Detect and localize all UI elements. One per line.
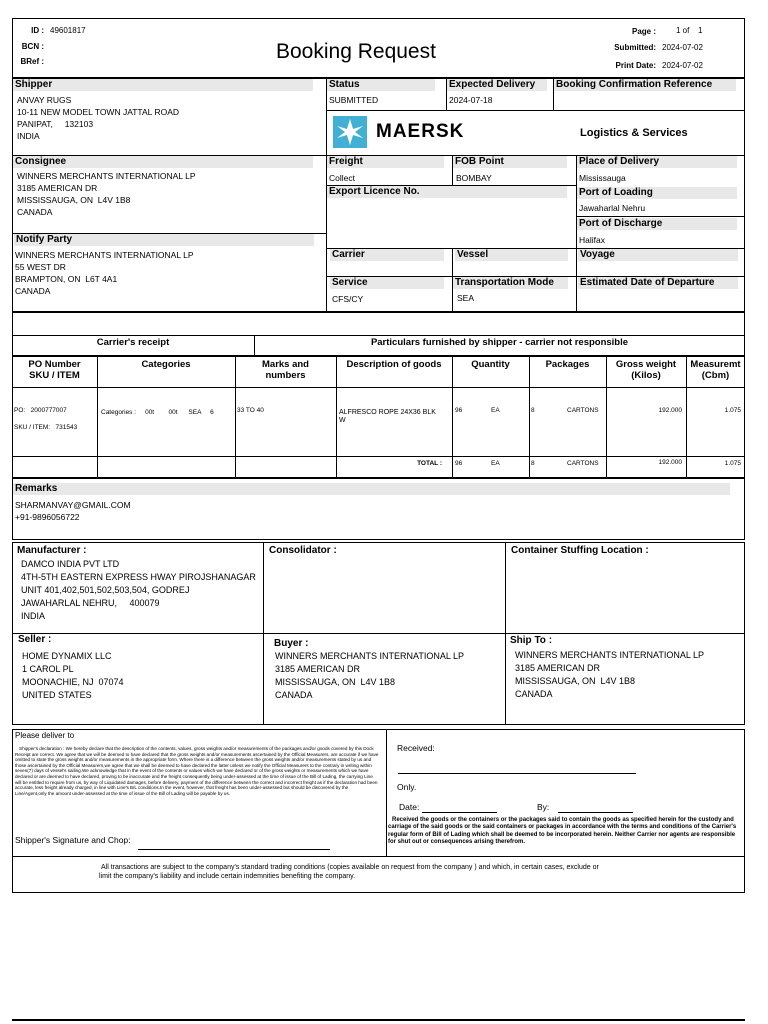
total-package-type: CARTONS	[567, 460, 599, 467]
address-line: UNIT 401,402,501,502,503,504, GODREJ	[21, 585, 190, 595]
total-weight: 192.000	[658, 459, 682, 466]
remarks-text	[15, 499, 131, 523]
page-title: Booking Request	[276, 40, 436, 63]
table-divider	[12, 387, 745, 388]
submitted-label: Submitted:	[614, 43, 656, 52]
received-label: Received:	[397, 743, 435, 753]
col-measurement-header: Measuremt (Cbm)	[690, 359, 741, 381]
address-line: 1 CAROL PL	[22, 664, 74, 674]
col-packages-header: Packages	[545, 359, 590, 370]
row-weight: 192.000	[658, 407, 682, 414]
date-label: Date:	[399, 802, 420, 812]
port-of-discharge-value: Halifax	[579, 235, 605, 245]
vessel-label: Vessel	[455, 249, 568, 261]
carriers-receipt-label: Carrier's receipt	[96, 337, 170, 348]
only-label: Only.	[397, 782, 417, 792]
departure-label: Estimated Date of Departure	[578, 277, 738, 289]
row-marks: 33 TO 40	[237, 407, 264, 414]
receipt-divider	[12, 335, 745, 336]
total-quantity-unit: EA	[491, 460, 500, 467]
shipper-label: Shipper	[13, 79, 313, 91]
address-line: MISSISSAUGA, ON L4V 1B8	[275, 677, 396, 687]
terms-line-1: All transactions are subject to the company's standard trading conditions (copies available on request from the company ) and which, in certain cases, exclude or	[101, 864, 599, 871]
print-date-label: Print Date:	[615, 61, 656, 70]
shipper-address	[17, 94, 179, 142]
address-line: ANVAY RUGS	[17, 95, 72, 105]
row-categories: Categories : 00t 00t SEA 6	[101, 409, 214, 416]
carrier-label: Carrier	[330, 249, 444, 261]
seller-address	[22, 650, 124, 702]
booking-ref-label: Booking Confirmation Reference	[554, 79, 736, 91]
consolidator-label: Consolidator :	[269, 545, 337, 556]
by-line[interactable]	[558, 812, 633, 813]
col-po-header: PO Number SKU / ITEM	[28, 359, 81, 381]
shipper-declaration: Shipper's declaration : We hereby declare that the description of the contents, values, gross weights and/or measurements of the packages and/or goods covered by this Dock Receipt are correct. We agree that we will be deemed to have declared that the gross weights and/or measurements ascertained by the Official Measurers, are accurate if we have omitted to state the gross weights and/or measurements in the appropriate form. Where there is a difference between the gross weights and/or measurements stated by us and those ascertained by the Official Measurers,we agree that we shall be deemed to have declared the latter unless we notify the Official Measurers to the contrary in writing within seven(7) days of vessel's sailing.We acknowledge that in the event of the contents or values which we have declared or of the gross weights or measurements which we have declared or are deemed to have declared, proving to be inaccurate and the freight consequently being under-assessed at the time of issue of the Bill of Lading, the carrying Line will be entitled to require from us, by way of Liquidated damages, before delivery, payment of the difference between the correct and incorrect freight as if the declaration had been accurate, less freight already charged, in line with Line's B/L conditions.In the event, however, that freight has been under-assessed but should be discovered by the Line/Agent,only the amount under-assessed at the time of issue of the Bill of Lading will be payable by us.	[15, 746, 379, 796]
id-value: 49601817	[50, 26, 86, 35]
address-line: INDIA	[21, 611, 46, 621]
remarks-label: Remarks	[13, 483, 730, 495]
particulars-label: Particulars furnished by shipper - carrier not responsible	[370, 337, 629, 348]
total-measurement: 1.075	[724, 460, 741, 467]
submitted-value: 2024-07-02	[662, 43, 703, 52]
signature-label: Shipper's Signature and Chop:	[15, 835, 131, 845]
address-line: JAWAHARLAL NEHRU, 400079	[21, 598, 160, 608]
port-of-loading-label: Port of Loading	[577, 187, 737, 199]
ship-to-label: Ship To :	[510, 635, 553, 646]
deliver-to-label: Please deliver to	[15, 731, 75, 740]
service-label: Service	[330, 277, 444, 289]
expected-delivery-value: 2024-07-18	[449, 95, 493, 105]
col-categories-header: Categories	[141, 359, 191, 370]
stuffing-location-label: Container Stuffing Location :	[511, 545, 649, 556]
declaration-divider	[12, 856, 745, 857]
place-of-delivery-label: Place of Delivery	[577, 156, 737, 168]
seller-label: Seller :	[18, 634, 52, 645]
row-quantity: 96	[455, 407, 463, 414]
manufacturer-label: Manufacturer :	[17, 545, 87, 556]
address-line: 3185 AMERICAN DR	[515, 663, 601, 673]
address-line: MOONACHIE, NJ 07074	[22, 677, 124, 687]
maersk-star-icon	[333, 116, 367, 148]
address-line: 3185 AMERICAN DR	[17, 183, 98, 193]
transport-mode-label: Transportation Mode	[453, 277, 568, 289]
date-line[interactable]	[422, 812, 497, 813]
expected-delivery-label: Expected Delivery	[447, 79, 547, 91]
buyer-label: Buyer :	[274, 638, 309, 649]
freight-label: Freight	[327, 156, 444, 168]
table-divider	[12, 456, 745, 457]
row-quantity-unit: EA	[491, 407, 500, 414]
address-line: 10-11 NEW MODEL TOWN JATTAL ROAD	[17, 107, 179, 117]
col-weight-header: Gross weight (Kilos)	[615, 359, 677, 381]
row-packages: 8	[531, 407, 535, 414]
by-label: By:	[537, 802, 550, 812]
remarks-line: SHARMANVAY@GMAIL.COM	[15, 500, 131, 510]
port-of-loading-value: Jawaharlal Nehru	[579, 203, 646, 213]
buyer-address	[275, 650, 464, 702]
total-packages: 8	[531, 460, 535, 467]
remarks-line: +91-9896056722	[15, 512, 80, 522]
notify-party-label: Notify Party	[14, 234, 314, 246]
ship-to-address	[515, 649, 704, 701]
parties-divider	[12, 633, 745, 634]
table-divider	[336, 356, 337, 478]
col-description-header: Description of goods	[346, 359, 442, 370]
place-of-delivery-value: Mississauga	[579, 173, 626, 183]
address-line: WINNERS MERCHANTS INTERNATIONAL LP	[515, 650, 705, 660]
page-total: 1	[698, 26, 703, 35]
id-label: ID :	[31, 26, 44, 35]
print-date-value: 2024-07-02	[662, 61, 703, 70]
star-icon	[333, 116, 367, 148]
address-line: WINNERS MERCHANTS INTERNATIONAL LP	[275, 651, 465, 661]
address-line: UNITED STATES	[22, 690, 92, 700]
terms-line-2: limit the company's liability and include certain indemnities benefiting the company.	[99, 873, 356, 880]
consignee-label: Consignee	[13, 156, 313, 168]
address-line: WINNERS MERCHANTS INTERNATIONAL LP	[15, 250, 194, 260]
table-divider	[97, 356, 98, 478]
received-terms: Received the goods or the containers or the packages said to contain the goods as specified herein for the custody and carriage of the said goods or the said containers or packages in accordance with the terms and conditions of the Carrier's regular form of Bill of Lading which shall be deemed to be incorporated herein. Neither Carrier nor agents are responsible for shut out or consequences arising therefrom.	[388, 817, 737, 845]
row-sku: SKU / ITEM: 731543	[14, 424, 78, 431]
address-line: DAMCO INDIA PVT LTD	[21, 559, 120, 569]
row-package-type: CARTONS	[567, 407, 599, 414]
address-line: INDIA	[17, 131, 40, 141]
export-licence-label: Export Licence No.	[327, 186, 567, 198]
address-line: 3185 AMERICAN DR	[275, 664, 361, 674]
freight-value: Collect	[329, 173, 355, 183]
address-line: WINNERS MERCHANTS INTERNATIONAL LP	[17, 171, 196, 181]
status-value: SUBMITTED	[329, 95, 379, 105]
grid-divider	[576, 216, 745, 217]
row-description: ALFRESCO ROPE 24X36 BLK W	[339, 409, 436, 424]
port-of-discharge-label: Port of Discharge	[577, 218, 737, 230]
transport-mode-value: SEA	[457, 293, 475, 303]
address-line: HOME DYNAMIX LLC	[22, 651, 112, 661]
bcn-label: BCN :	[21, 42, 44, 51]
signature-line[interactable]	[138, 849, 330, 850]
col-marks-header: Marks and numbers	[262, 359, 309, 381]
address-line: BRAMPTON, ON L6T 4A1	[15, 274, 118, 284]
manufacturer-address	[21, 558, 256, 623]
brand-name: MAERSK	[376, 121, 465, 142]
brand-tagline: Logistics & Services	[580, 127, 688, 139]
table-divider	[452, 356, 453, 478]
declaration-divider	[386, 729, 387, 856]
col-quantity-header: Quantity	[471, 359, 510, 370]
fob-point-value: BOMBAY	[456, 173, 492, 183]
address-line: CANADA	[515, 689, 553, 699]
address-line: MISSISSAUGA, ON L4V 1B8	[17, 195, 131, 205]
address-line: CANADA	[17, 207, 53, 217]
page-value: 1 of	[676, 26, 690, 35]
row-po: PO: 2000777007	[14, 407, 67, 414]
grid-divider	[576, 155, 577, 312]
table-divider	[529, 356, 530, 478]
address-line: PANIPAT, 132103	[17, 119, 94, 129]
address-line: MISSISSAUGA, ON L4V 1B8	[515, 676, 636, 686]
address-line: CANADA	[15, 286, 51, 296]
consignee-address	[17, 170, 196, 218]
service-value: CFS/CY	[332, 294, 364, 304]
address-line: CANADA	[275, 690, 313, 700]
row-measurement: 1.075	[724, 407, 741, 414]
voyage-label: Voyage	[578, 249, 738, 261]
status-label: Status	[327, 79, 435, 91]
grid-divider	[326, 110, 745, 111]
bref-label: BRef :	[20, 57, 44, 66]
total-label: TOTAL :	[417, 460, 442, 467]
total-quantity: 96	[455, 460, 463, 467]
address-line: 55 WEST DR	[15, 262, 66, 272]
address-line: 4TH-5TH EASTERN EXPRESS HWAY PIROJSHANAGAR	[21, 572, 256, 582]
fob-point-label: FOB Point	[453, 156, 567, 168]
notify-party-address	[15, 249, 194, 297]
page-label: Page :	[631, 27, 656, 36]
received-line[interactable]	[398, 773, 636, 774]
receipt-row	[12, 312, 745, 356]
page-bottom-rule	[12, 1019, 745, 1021]
